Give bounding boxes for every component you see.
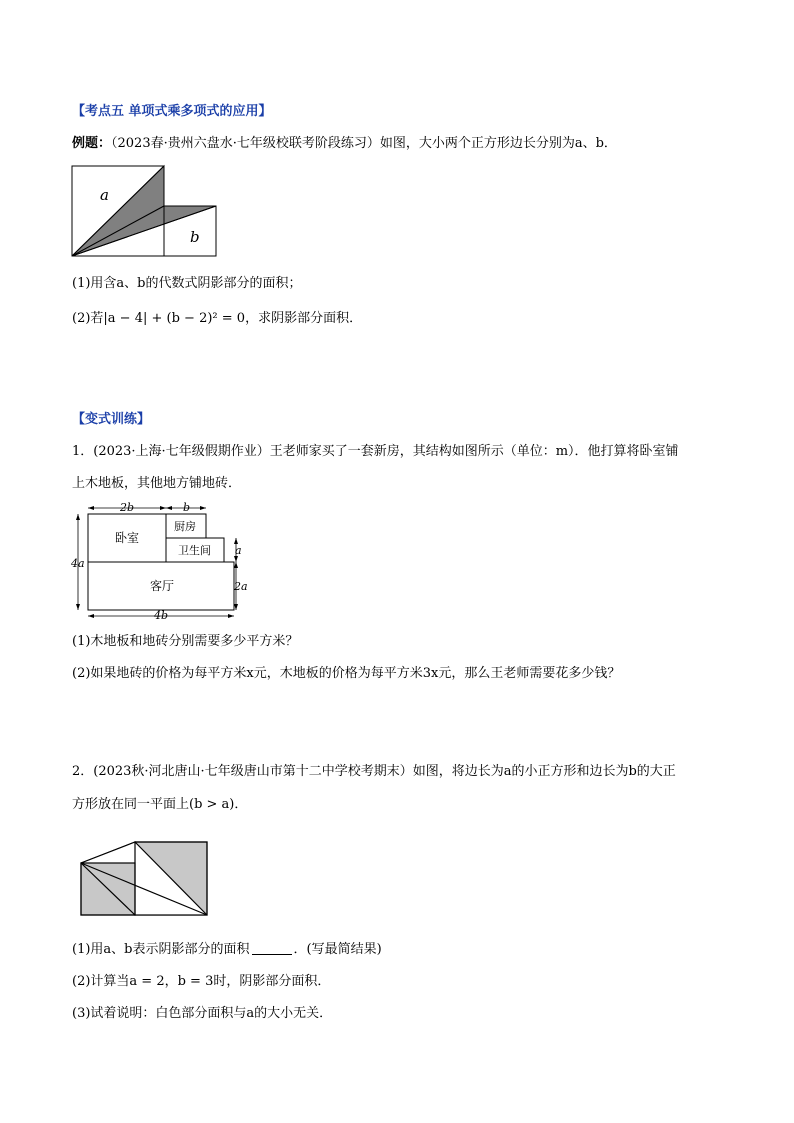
two-squares-figure — [78, 840, 210, 918]
problem-1-line-2: 上木地板，其他地方铺地砖． — [72, 476, 242, 491]
problem-2-line-1: 2．(2023秋·河北唐山·七年级唐山市第十二中学校考期末）如图，将边长为a的小正方形和边长为b的大正 — [72, 764, 676, 779]
question-1: (1)用含a、b的代数式阴影部分的面积； — [72, 276, 302, 291]
q2-prefix: (2)若 — [72, 311, 104, 326]
section-title-1: 【考点五 单项式乘多项式的应用】 — [72, 104, 272, 119]
question-2 — [72, 309, 362, 329]
dim-2b: 2b — [120, 501, 135, 514]
problem-2-line-2: 方形放在同一平面上(b > a)． — [72, 797, 248, 812]
q2-expression: |a − 4| + (b − 2)² = 0 — [103, 311, 246, 326]
dim-2a: 2a — [234, 580, 248, 593]
p2q1-prefix: (1)用a、b表示阴影部分的面积 — [72, 942, 250, 957]
dim-4a: 4a — [71, 557, 85, 570]
squares-figure — [70, 164, 222, 260]
example-text: （2023春·贵州六盘水·七年级校联考阶段练习）如图，大小两个正方形边长分别为a、b． — [111, 136, 617, 151]
example-label: 例题： — [72, 136, 112, 151]
label-b: b — [190, 228, 200, 246]
bathroom-label: 卫生间 — [178, 544, 211, 557]
q2-suffix: ，求阴影部分面积． — [245, 311, 363, 326]
dim-b: b — [183, 501, 191, 514]
section-title-2: 【变式训练】 — [72, 412, 151, 427]
p2q1-suffix: ．(写最简结果) — [293, 942, 382, 957]
dim-a: a — [235, 544, 242, 557]
problem-2-question-2: (2)计算当a = 2，b = 3时，阴影部分面积． — [72, 974, 331, 989]
problem-1-question-1: (1)木地板和地砖分别需要多少平方米？ — [72, 634, 299, 649]
problem-1-question-2: (2)如果地砖的价格为每平方米x元，木地板的价格为每平方米3x元，那么王老师需要花多少钱？ — [72, 666, 621, 681]
problem-1-line-1: 1．(2023·上海·七年级假期作业）王老师家买了一套新房，其结构如图所示（单位：m）．他打算将卧室铺 — [72, 444, 679, 459]
bedroom-label: 卧室 — [115, 531, 140, 545]
label-a: a — [100, 186, 109, 204]
kitchen-label: 厨房 — [174, 520, 196, 533]
living-label: 客厅 — [150, 579, 175, 593]
floor-plan-figure — [70, 498, 260, 620]
example-line — [72, 134, 617, 154]
dim-4b: 4b — [154, 609, 169, 620]
problem-2-question-1 — [72, 940, 382, 960]
problem-2-question-3: (3)试着说明：白色部分面积与a的大小无关． — [72, 1006, 333, 1021]
answer-blank[interactable] — [252, 941, 292, 955]
